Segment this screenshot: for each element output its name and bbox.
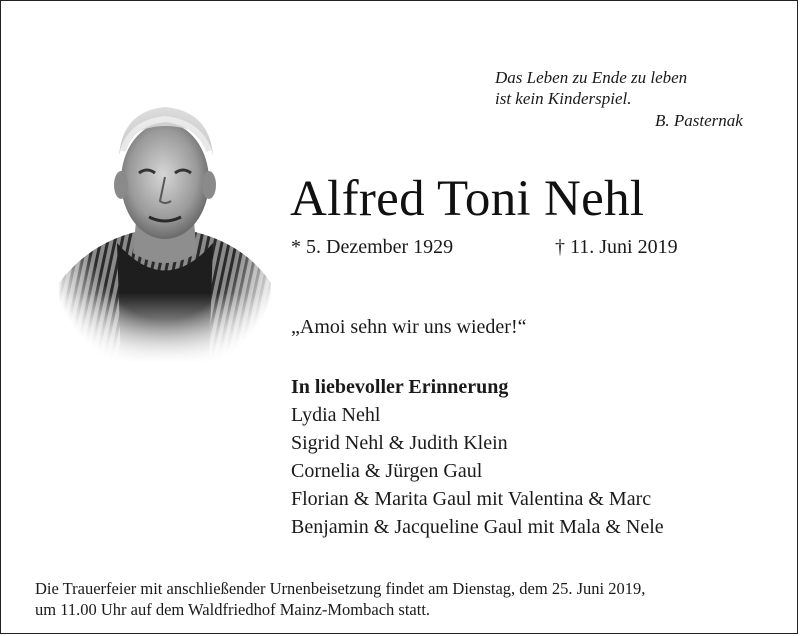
birth-date: * 5. Dezember 1929 xyxy=(291,236,454,258)
mourner-entry: Florian & Marita Gaul mit Valentina & Marc xyxy=(291,488,652,510)
quote-line: ist kein Kinderspiel. xyxy=(495,89,632,108)
mourner-entry: Sigrid Nehl & Judith Klein xyxy=(291,432,508,454)
mourners-list xyxy=(291,373,664,541)
deceased-name: Alfred Toni Nehl xyxy=(290,171,645,227)
quote-author: B. Pasternak xyxy=(655,111,743,130)
funeral-info-line: Die Trauerfeier mit anschließender Urnenbeisetzung findet am Dienstag, dem 25. Juni 2019, xyxy=(35,579,646,598)
epigraph-quote xyxy=(495,67,743,131)
portrait-photo xyxy=(59,93,271,363)
mourner-entry: Lydia Nehl xyxy=(291,404,381,426)
motto-quote: „Amoi sehn wir uns wieder!“ xyxy=(291,316,527,338)
mourner-entry: Cornelia & Jürgen Gaul xyxy=(291,460,483,482)
mourner-entry: Benjamin & Jacqueline Gaul mit Mala & Nele xyxy=(291,516,664,538)
funeral-info-line: um 11.00 Uhr auf dem Waldfriedhof Mainz-Mombach statt. xyxy=(35,600,431,619)
death-date: † 11. Juni 2019 xyxy=(555,236,678,258)
mourners-heading: In liebevoller Erinnerung xyxy=(291,376,509,398)
funeral-info xyxy=(35,578,645,620)
quote-line: Das Leben zu Ende zu leben xyxy=(495,68,688,87)
